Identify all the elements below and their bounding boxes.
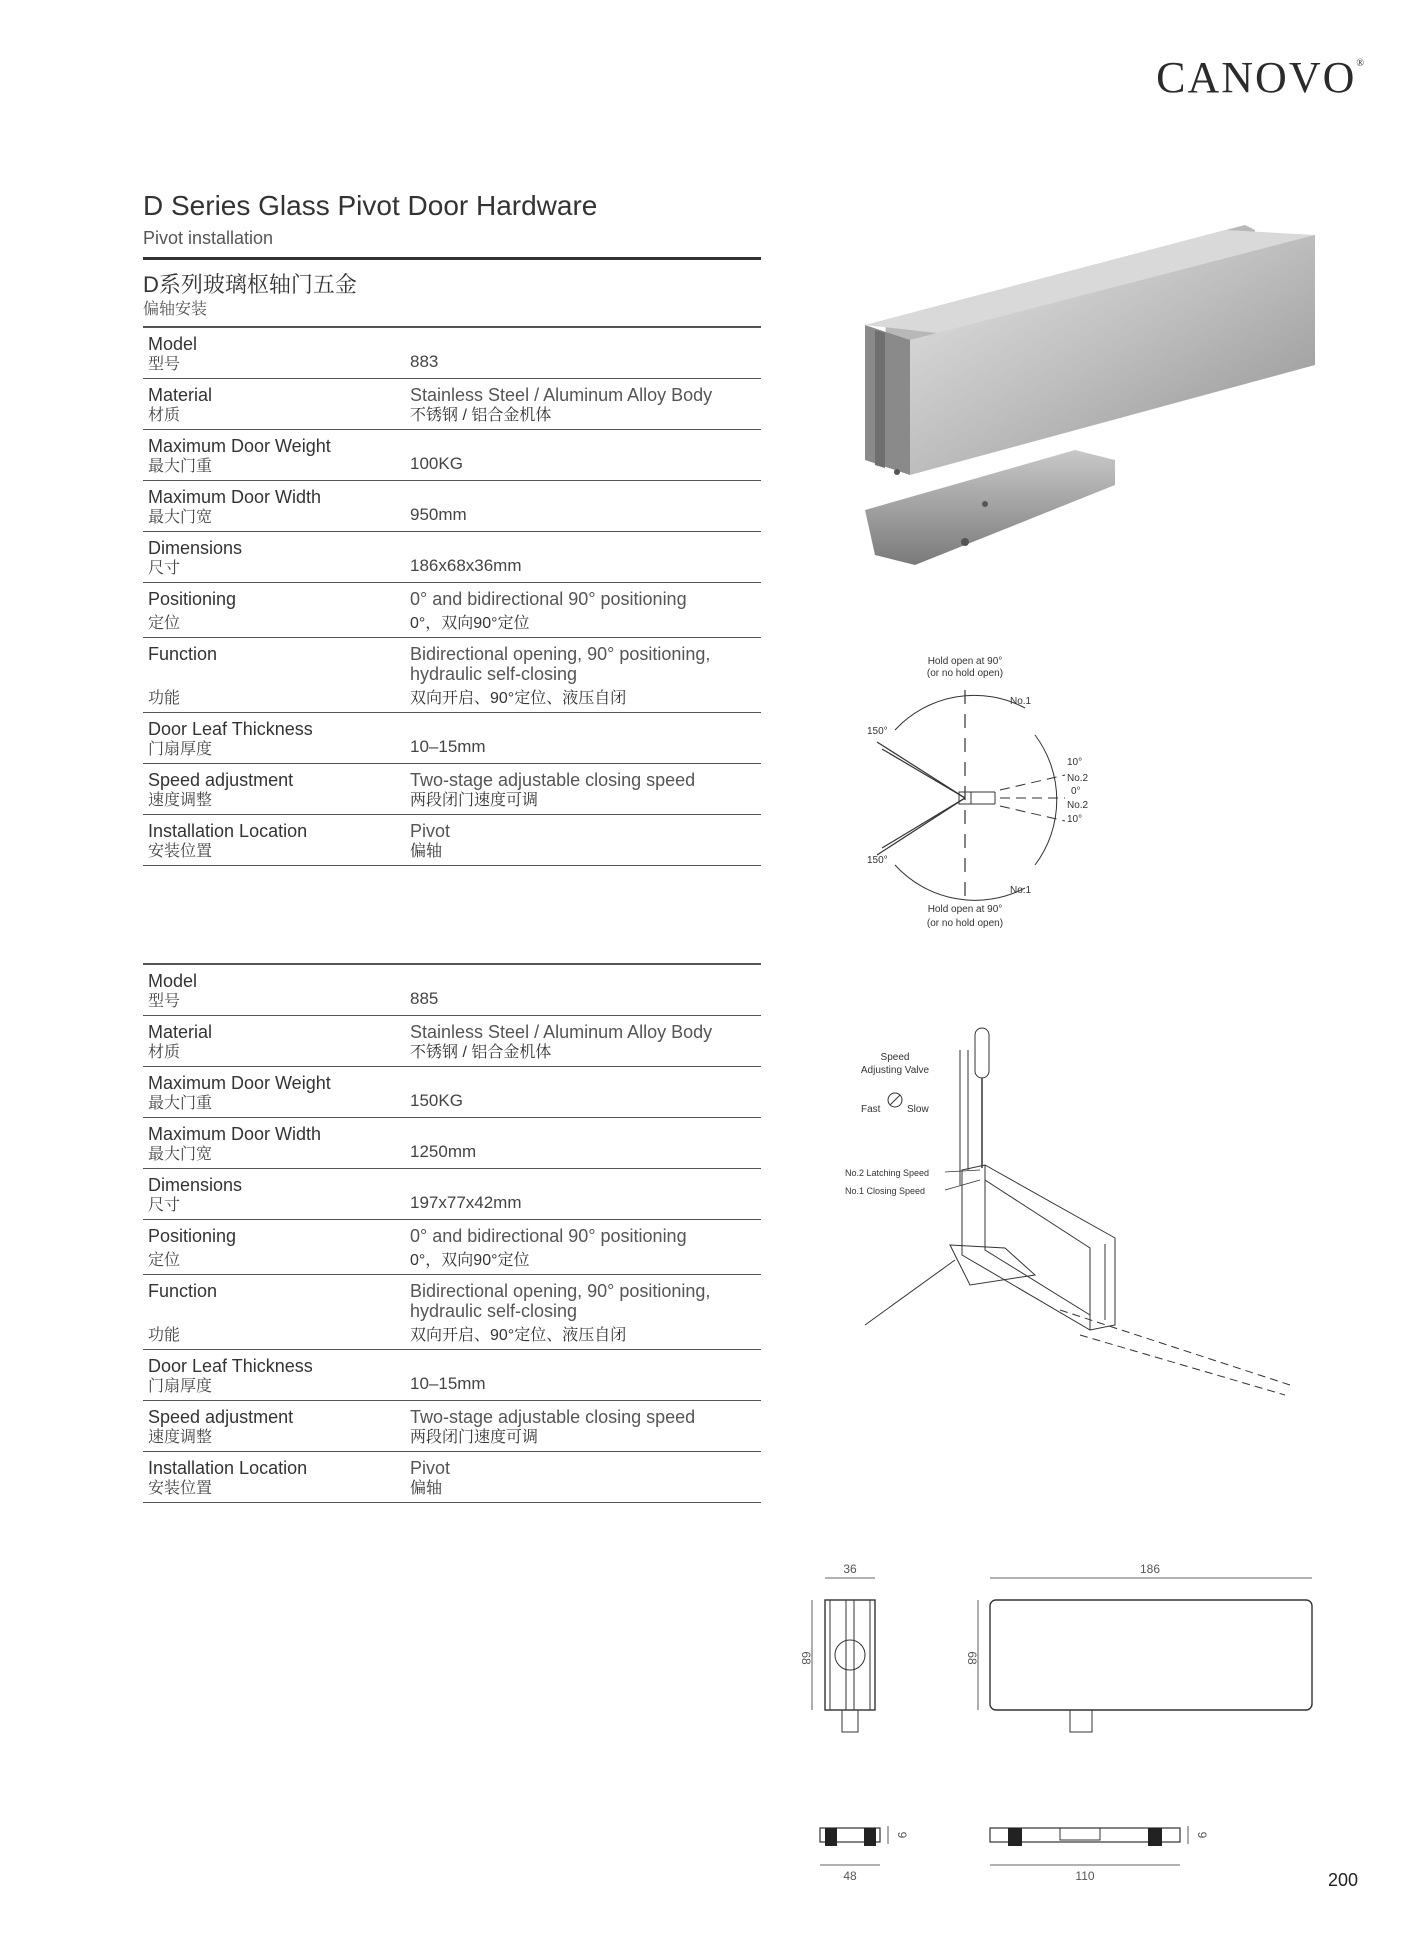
- spec-label-en: Speed adjustment: [148, 1406, 294, 1427]
- valve-no1-closing: No.1 Closing Speed: [845, 1186, 926, 1196]
- angle-no1-bottom: No.1: [1010, 885, 1032, 896]
- spec-label-en: Maximum Door Width: [148, 1123, 322, 1144]
- angle-150-bottom: 150°: [867, 855, 888, 866]
- spec-label-en: Positioning: [148, 1225, 237, 1246]
- spec-label-cn: 速度调整: [148, 791, 213, 809]
- spec-table-885: [143, 963, 761, 1503]
- spec-value-en: Stainless Steel / Aluminum Alloy Body: [410, 384, 713, 405]
- spec-value-cn: 偏轴: [410, 1479, 443, 1497]
- spec-label-en: Model: [148, 333, 198, 354]
- spec-row: [143, 379, 761, 430]
- spec-label-cn: 速度调整: [148, 1428, 213, 1446]
- spec-value-cn: 偏轴: [410, 842, 443, 860]
- spec-value: 10–15mm: [410, 736, 486, 756]
- spec-value-en: 0° and bidirectional 90° positioning: [410, 1225, 687, 1246]
- angle-0: 0°: [1071, 786, 1081, 797]
- spec-label-en: Maximum Door Width: [148, 486, 322, 507]
- spec-label-cn: 最大门重: [148, 1094, 213, 1112]
- spec-value-cn: 两段闭门速度可调: [410, 791, 539, 809]
- spec-value: 150KG: [410, 1090, 463, 1110]
- spec-row: [143, 1016, 761, 1067]
- spec-value-cn: 不锈钢 / 铝合金机体: [410, 1043, 552, 1061]
- spec-row: [143, 328, 761, 379]
- spec-value-en: Pivot: [410, 1457, 451, 1478]
- spec-label-cn: 安装位置: [148, 1479, 213, 1497]
- angle-no2-top: No.2: [1067, 773, 1089, 784]
- spec-value-en: Bidirectional opening, 90° positioning, hydraulic self-closing: [410, 1280, 711, 1321]
- spec-label-en: Positioning: [148, 588, 237, 609]
- spec-row: [143, 713, 761, 764]
- angle-10-top: 10°: [1067, 757, 1083, 768]
- spec-label-cn: 尺寸: [148, 559, 181, 577]
- spec-label-en: Installation Location: [148, 820, 308, 841]
- valve-diagram: [845, 1020, 1295, 1400]
- product-photo: [855, 220, 1315, 580]
- spec-value: 197x77x42mm: [410, 1192, 522, 1212]
- cn-subtitle: 偏轴安装: [143, 301, 208, 318]
- spec-label-cn: 门扇厚度: [148, 1377, 213, 1395]
- spec-value: 883: [410, 351, 439, 371]
- dim-36: 36: [843, 1562, 857, 1576]
- spec-value: 885: [410, 988, 439, 1008]
- angle-no1-top: No.1: [1010, 696, 1032, 707]
- spec-row: [143, 1452, 761, 1503]
- spec-value: 186x68x36mm: [410, 555, 522, 575]
- spec-value: 950mm: [410, 504, 467, 524]
- angle-bottom-note-1: Hold open at 90°: [927, 904, 1003, 915]
- spec-row: [143, 1275, 761, 1350]
- spec-value-cn: 双向开启、90°定位、液压自闭: [410, 1326, 627, 1344]
- valve-title-1: Speed: [880, 1052, 910, 1063]
- valve-no2-latching: No.2 Latching Speed: [845, 1168, 930, 1178]
- angle-150-top: 150°: [867, 726, 888, 737]
- spec-label-en: Maximum Door Weight: [148, 435, 331, 456]
- spec-row: [143, 764, 761, 815]
- spec-value-cn: 不锈钢 / 铝合金机体: [410, 406, 552, 424]
- page-number: 200: [1327, 1870, 1358, 1890]
- spec-label-cn: 功能: [148, 689, 181, 707]
- spec-label-cn: 安装位置: [148, 842, 213, 860]
- cn-title: D系列玻璃枢轴门五金: [143, 272, 357, 297]
- spec-label-cn: 最大门重: [148, 457, 213, 475]
- spec-label-en: Material: [148, 1021, 213, 1042]
- spec-row: [143, 1067, 761, 1118]
- page-title: D Series Glass Pivot Door Hardware: [143, 190, 598, 221]
- spec-value: 1250mm: [410, 1141, 477, 1161]
- angle-top-note-1: Hold open at 90°: [927, 656, 1003, 667]
- valve-slow: Slow: [907, 1104, 929, 1115]
- spec-label-en: Function: [148, 1280, 218, 1301]
- spec-label-cn: 型号: [148, 355, 181, 373]
- brand-logo: CANOVO®: [1156, 53, 1366, 102]
- spec-row: [143, 532, 761, 583]
- angle-bottom-note-2: (or no hold open): [926, 918, 1004, 929]
- spec-value-en: Bidirectional opening, 90° positioning, hydraulic self-closing: [410, 643, 711, 684]
- spec-row: [143, 1118, 761, 1169]
- dim-48: 48: [843, 1869, 857, 1883]
- spec-value-cn: 0°，双向90°定位: [410, 614, 530, 632]
- page-subtitle: Pivot installation: [143, 228, 274, 248]
- spec-row: [143, 1169, 761, 1220]
- spec-value-cn: 0°，双向90°定位: [410, 1251, 530, 1269]
- spec-label-en: Function: [148, 643, 218, 664]
- dim-110: 110: [1075, 1869, 1095, 1883]
- spec-label-cn: 定位: [148, 614, 181, 632]
- angle-no2-bottom: No.2: [1067, 800, 1089, 811]
- dim-68-right: 68: [965, 1651, 979, 1665]
- spec-label-cn: 型号: [148, 992, 181, 1010]
- spec-label-en: Maximum Door Weight: [148, 1072, 331, 1093]
- spec-value-cn: 两段闭门速度可调: [410, 1428, 539, 1446]
- spec-label-en: Dimensions: [148, 537, 243, 558]
- valve-fast: Fast: [861, 1104, 881, 1115]
- spec-row: [143, 1401, 761, 1452]
- spec-label-cn: 功能: [148, 1326, 181, 1344]
- spec-label-cn: 材质: [148, 1043, 181, 1061]
- header-rule: [143, 257, 761, 260]
- spec-label-en: Door Leaf Thickness: [148, 1355, 313, 1376]
- spec-label-en: Model: [148, 970, 198, 991]
- spec-label-en: Speed adjustment: [148, 769, 294, 790]
- spec-row: [143, 1350, 761, 1401]
- dim-9-right: 9: [1195, 1831, 1209, 1839]
- angle-diagram: [855, 650, 1125, 940]
- dim-9-left: 9: [895, 1831, 909, 1839]
- valve-title-2: Adjusting Valve: [860, 1065, 930, 1076]
- spec-value-en: Stainless Steel / Aluminum Alloy Body: [410, 1021, 713, 1042]
- spec-label-en: Material: [148, 384, 213, 405]
- spec-label-cn: 尺寸: [148, 1196, 181, 1214]
- spec-value-en: Two-stage adjustable closing speed: [410, 1406, 696, 1427]
- spec-value-en: 0° and bidirectional 90° positioning: [410, 588, 687, 609]
- spec-row: [143, 430, 761, 481]
- spec-label-en: Dimensions: [148, 1174, 243, 1195]
- spec-label-cn: 门扇厚度: [148, 740, 213, 758]
- spec-row: [143, 1220, 761, 1275]
- dimension-drawing: [790, 1560, 1330, 1890]
- angle-10-bottom: 10°: [1067, 814, 1083, 825]
- spec-value: 10–15mm: [410, 1373, 486, 1393]
- spec-value-en: Pivot: [410, 820, 451, 841]
- spec-label-cn: 材质: [148, 406, 181, 424]
- spec-table-883: [143, 326, 761, 866]
- spec-label-en: Door Leaf Thickness: [148, 718, 313, 739]
- spec-label-cn: 最大门宽: [148, 508, 213, 526]
- spec-row: [143, 965, 761, 1016]
- spec-label-cn: 定位: [148, 1251, 181, 1269]
- dim-68-left: 68: [799, 1651, 813, 1665]
- spec-row: [143, 481, 761, 532]
- spec-label-cn: 最大门宽: [148, 1145, 213, 1163]
- spec-row: [143, 815, 761, 866]
- spec-label-en: Installation Location: [148, 1457, 308, 1478]
- angle-top-note-2: (or no hold open): [926, 668, 1004, 679]
- spec-value-en: Two-stage adjustable closing speed: [410, 769, 696, 790]
- spec-row: [143, 583, 761, 638]
- spec-value: 100KG: [410, 453, 463, 473]
- dim-186: 186: [1139, 1562, 1161, 1576]
- spec-row: [143, 638, 761, 713]
- spec-value-cn: 双向开启、90°定位、液压自闭: [410, 689, 627, 707]
